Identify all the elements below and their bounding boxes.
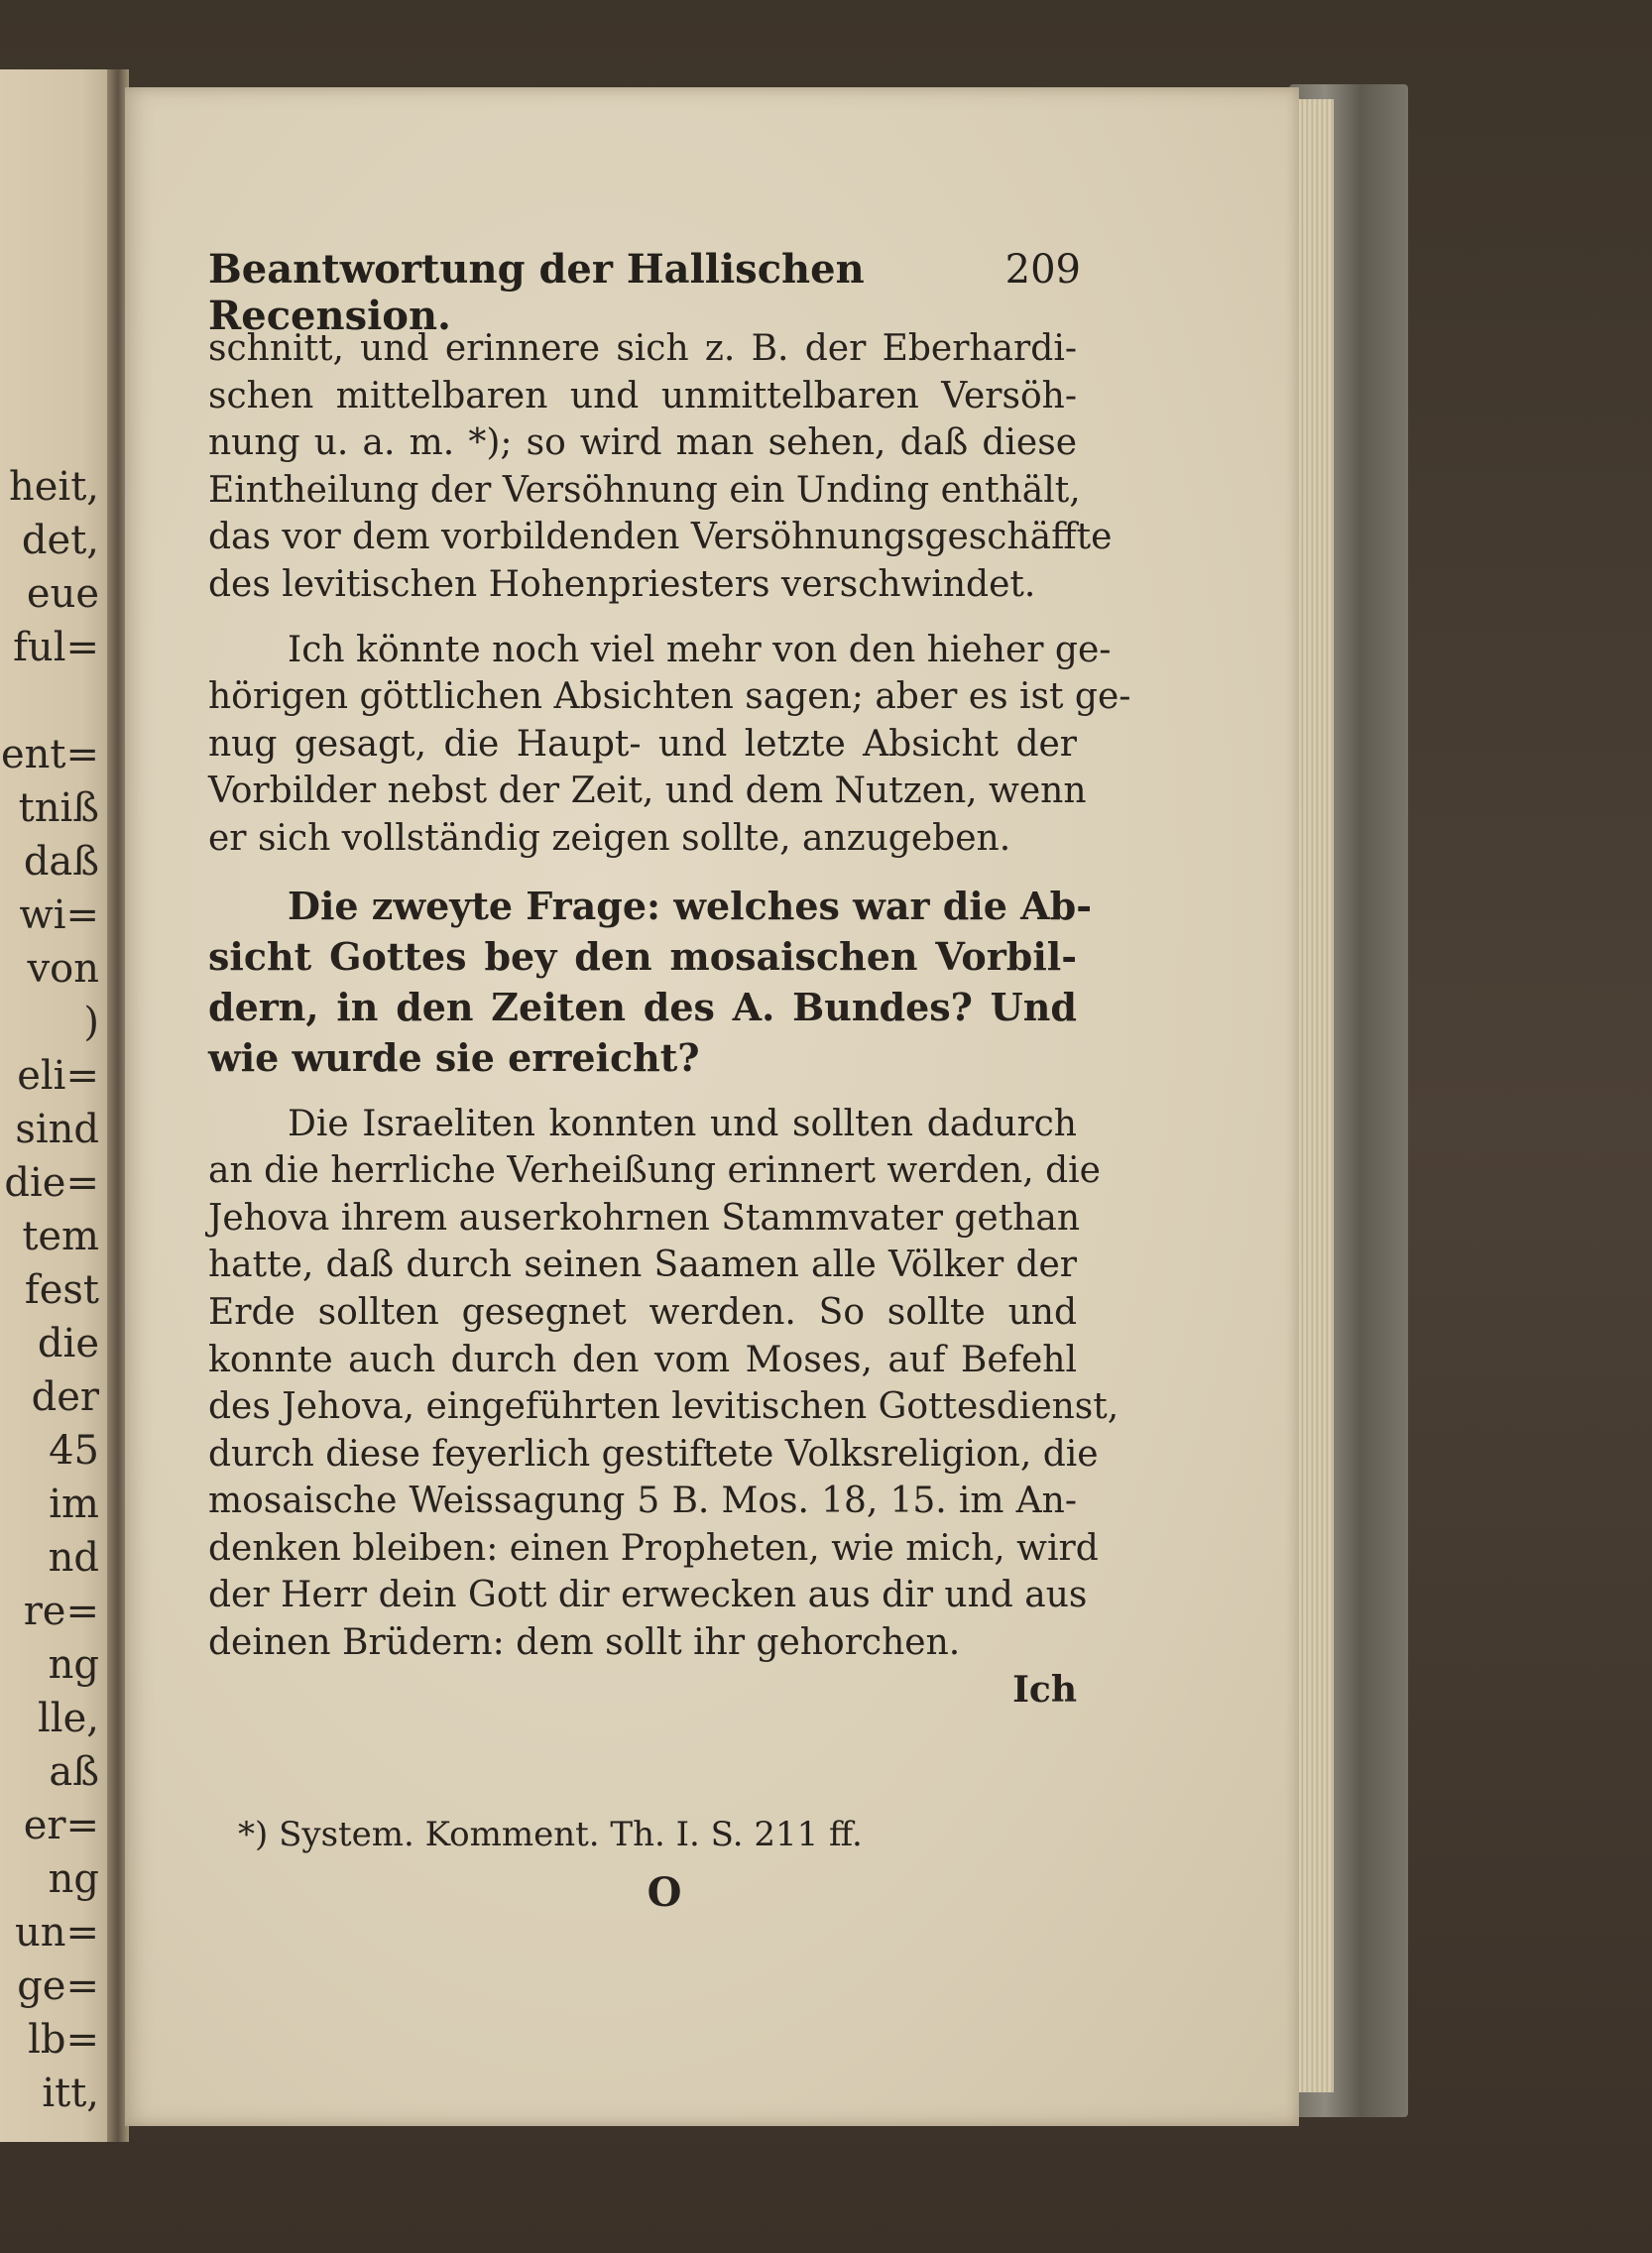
left-page-text	[0, 407, 99, 2120]
text-line: Vorbilder nebst der Zeit, und dem Nutzen, wenn	[208, 771, 1087, 812]
text-line: Die zweyte Frage: welches war die Ab-	[288, 883, 1092, 928]
text-line: denken bleiben: einen Propheten, wie mich, wird	[208, 1527, 1099, 1569]
text-line: Jehova ihrem auserkohrnen Stammvater gethan	[208, 1197, 1081, 1239]
page-number: 209	[1004, 247, 1081, 293]
left-page-fragment: ent=	[0, 732, 99, 777]
text-line: hatte, daß durch seinen Saamen alle Völker der	[208, 1245, 1077, 1286]
left-page-fragment: er=	[23, 1803, 99, 1848]
left-page-fragment: un=	[14, 1910, 99, 1956]
left-page-fragment: die	[37, 1321, 99, 1366]
text-line: deinen Brüdern: dem sollt ihr gehorchen.	[208, 1622, 961, 1664]
text-line: das vor dem vorbildenden Versöhnungsgeschäffte	[208, 517, 1113, 558]
footnote: *) System. Komment. Th. I. S. 211 ff.	[238, 1815, 863, 1854]
text-line: des Jehova, eingeführten levitischen Gottesdienst,	[208, 1386, 1120, 1428]
left-page-fragment: daß	[23, 839, 99, 885]
text-line: dern, in den Zeiten des A. Bundes? Und	[208, 984, 1077, 1029]
page-header	[208, 246, 1081, 339]
text-line: schen mittelbaren und unmittelbaren Versöh-	[208, 375, 1077, 416]
text-line: Die Israeliten konnten und sollten dadurch	[288, 1103, 1077, 1144]
left-page-fragment: nd	[48, 1535, 99, 1581]
text-line: Eintheilung der Versöhnung ein Unding enthält,	[208, 469, 1081, 511]
left-page-fragment: lle,	[38, 1696, 99, 1741]
text-line: nug gesagt, die Haupt- und letzte Absicht der	[208, 723, 1077, 765]
left-page-fragment: eli=	[17, 1053, 99, 1099]
left-page-fragment: die=	[4, 1160, 99, 1206]
left-page-fragment: lb=	[28, 2017, 99, 2063]
text-line: sicht Gottes bey den mosaischen Vorbil-	[208, 933, 1077, 979]
left-page-fragment: ful=	[13, 625, 99, 670]
text-line: Erde sollten gesegnet werden. So sollte und	[208, 1291, 1077, 1333]
left-page-fragment: re=	[23, 1589, 99, 1634]
text-line: nung u. a. m. *); so wird man sehen, daß diese	[208, 422, 1077, 464]
paragraph-2	[208, 627, 1131, 863]
text-line: durch diese feyerlich gestiftete Volksreligion, die	[208, 1433, 1099, 1475]
text-line: hörigen göttlichen Absichten sagen; aber es ist ge-	[208, 676, 1131, 718]
left-page-fragment	[0, 674, 99, 728]
running-title: Beantwortung der Hallischen Recension.	[208, 246, 865, 339]
text-line: Ich könnte noch viel mehr von den hieher ge-	[288, 629, 1112, 670]
left-page-fragment: heit,	[8, 464, 99, 510]
left-page-fragment: fest	[24, 1267, 99, 1313]
left-page-fragment: wi=	[19, 892, 99, 938]
signature-mark: O	[647, 1869, 682, 1916]
left-page	[0, 69, 117, 2142]
left-page-fragment: itt,	[42, 2071, 99, 2116]
left-page-fragment: ge=	[17, 1963, 99, 2009]
left-page-fragment	[0, 407, 99, 460]
left-page-fragment: ng	[48, 1642, 99, 1688]
left-page-fragment: ng	[48, 1856, 99, 1902]
left-page-fragment: tniß	[18, 785, 99, 831]
paragraph-1	[208, 325, 1113, 609]
paragraph-3	[208, 1101, 1120, 1667]
text-line: schnitt, und erinnere sich z. B. der Eberhardi-	[208, 328, 1077, 369]
text-line: konnte auch durch den vom Moses, auf Befehl	[208, 1339, 1077, 1380]
catchword: Ich	[1012, 1668, 1077, 1711]
left-page-fragment: det,	[21, 518, 99, 563]
left-page-fragment: 45	[49, 1428, 99, 1474]
left-page-fragment: aß	[49, 1749, 99, 1795]
left-page-fragment: der	[31, 1374, 99, 1420]
left-page-fragment: tem	[22, 1214, 99, 1259]
left-page-fragment: im	[49, 1482, 99, 1527]
page-body	[208, 325, 1131, 1714]
text-line: an die herrliche Verheißung erinnert werden, die	[208, 1150, 1101, 1192]
text-line: wie wurde sie erreicht?	[208, 1034, 700, 1080]
text-line: des levitischen Hohenpriesters verschwindet.	[208, 563, 1036, 605]
left-page-fragment: sind	[15, 1107, 99, 1152]
text-line: mosaische Weissagung 5 B. Mos. 18, 15. im An-	[208, 1481, 1077, 1522]
page-edges	[1294, 99, 1334, 2092]
text-line: der Herr dein Gott dir erwecken aus dir und aus	[208, 1575, 1088, 1616]
left-page-fragment: von	[27, 946, 99, 992]
question-heading	[208, 881, 1092, 1083]
text-line: er sich vollständig zeigen sollte, anzugeben.	[208, 817, 1011, 859]
left-page-fragment: )	[83, 1000, 99, 1045]
left-page-fragment: eue	[26, 571, 99, 617]
